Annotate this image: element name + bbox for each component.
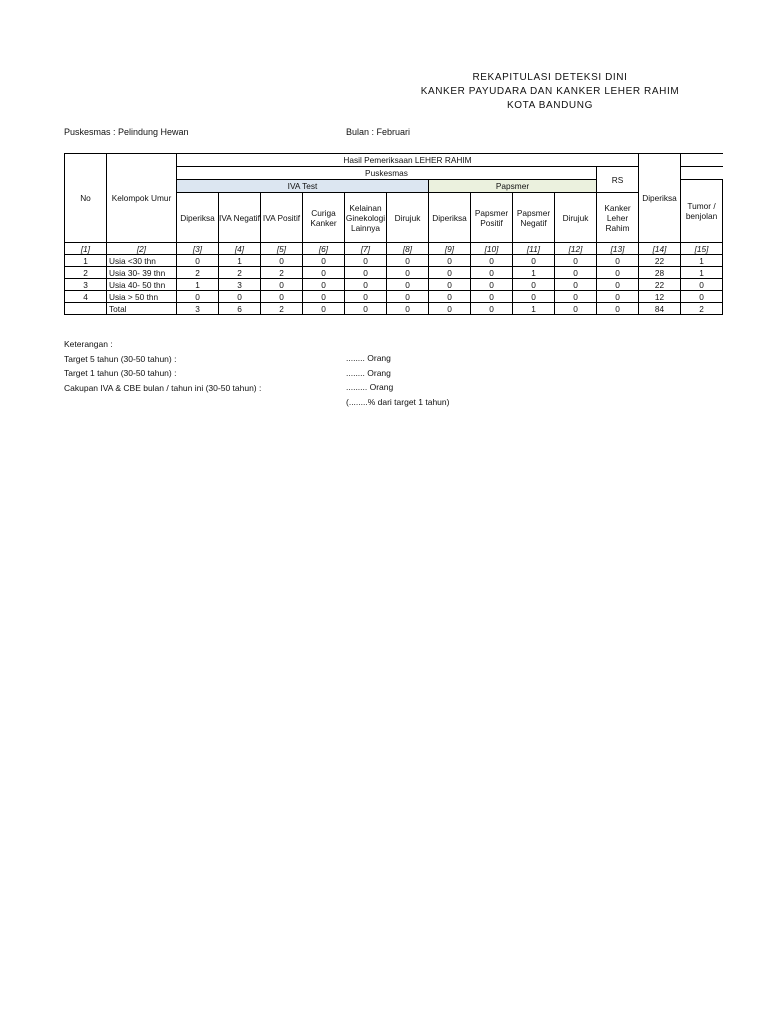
value-cell: 0 <box>387 279 429 291</box>
value-cell: 0 <box>555 267 597 279</box>
value-cell: 0 <box>471 303 513 315</box>
value-cell: 0 <box>597 279 639 291</box>
value-cell: 3 <box>177 303 219 315</box>
value-cell: 1 <box>219 255 261 267</box>
value-cell: 0 <box>345 267 387 279</box>
value-cell: 2 <box>219 267 261 279</box>
target1-label: Target 1 tahun (30-50 tahun) : <box>64 368 177 378</box>
value-cell: 0 <box>345 255 387 267</box>
value-cell: 0 <box>513 255 555 267</box>
sub-dirujuk-pap: Dirujuk <box>555 193 597 243</box>
value-cell: 3 <box>65 279 107 291</box>
index-cell: [15] <box>681 243 723 255</box>
kelompok-cell: Usia <30 thn <box>107 255 177 267</box>
cakupan-value: ......... Orang <box>346 382 394 392</box>
target5-label: Target 5 tahun (30-50 tahun) : <box>64 353 177 364</box>
value-cell: 0 <box>177 255 219 267</box>
value-cell: 1 <box>65 255 107 267</box>
value-cell: 0 <box>303 267 345 279</box>
index-cell: [7] <box>345 243 387 255</box>
value-cell: 0 <box>303 279 345 291</box>
table-row <box>65 255 723 267</box>
persen-value: (........% dari target 1 tahun) <box>346 396 450 407</box>
value-cell: 6 <box>219 303 261 315</box>
index-cell: [4] <box>219 243 261 255</box>
value-cell: 0 <box>387 267 429 279</box>
value-cell: 0 <box>345 291 387 303</box>
header-hasil-pemeriksaan: Hasil Pemeriksaan LEHER RAHIM <box>177 154 639 167</box>
value-cell: 22 <box>639 255 681 267</box>
value-cell: 0 <box>387 291 429 303</box>
kelompok-cell: Usia > 50 thn <box>107 291 177 303</box>
report-title-line3: KOTA BANDUNG <box>507 100 593 111</box>
sub-dirujuk: Dirujuk <box>387 193 429 243</box>
value-cell: 2 <box>261 303 303 315</box>
index-cell: [9] <box>429 243 471 255</box>
value-cell: 0 <box>345 279 387 291</box>
target1-value: ........ Orang <box>346 367 391 378</box>
value-cell: 3 <box>219 279 261 291</box>
header-blank-mid <box>681 167 723 180</box>
value-cell: 0 <box>177 291 219 303</box>
value-cell: 0 <box>261 255 303 267</box>
value-cell: 0 <box>387 255 429 267</box>
table-row <box>65 279 723 291</box>
report-title-line1: REKAPITULASI DETEKSI DINI <box>472 72 628 83</box>
sub-iva-negatif: IVA Negatif <box>219 193 261 243</box>
sub-papsmer-positif: Papsmer Positif <box>471 193 513 243</box>
value-cell: 0 <box>597 255 639 267</box>
recap-table <box>64 153 723 315</box>
sub-kelainan: Kelainan Ginekologi Lainnya <box>345 193 387 243</box>
value-cell: 0 <box>261 279 303 291</box>
sub-diperiksa: Diperiksa <box>177 193 219 243</box>
header-puskesmas: Puskesmas <box>177 167 597 180</box>
notes-left <box>64 337 261 395</box>
sub-curiga-kanker: Curiga Kanker <box>303 193 345 243</box>
header-iva-test: IVA Test <box>177 180 429 193</box>
value-cell: 22 <box>639 279 681 291</box>
value-cell: 0 <box>429 291 471 303</box>
value-cell: 2 <box>65 267 107 279</box>
notes-right <box>346 351 449 409</box>
index-cell: [10] <box>471 243 513 255</box>
value-cell: 0 <box>513 279 555 291</box>
value-cell: 2 <box>681 303 723 315</box>
index-cell: [13] <box>597 243 639 255</box>
value-cell: 0 <box>429 255 471 267</box>
header-kelompok-umur: Kelompok Umur <box>107 154 177 243</box>
kelompok-cell: Usia 30- 39 thn <box>107 267 177 279</box>
bulan-label: Bulan : Februari <box>346 127 411 137</box>
target5-value: ........ Orang <box>346 353 391 363</box>
value-cell: 0 <box>219 291 261 303</box>
value-cell: 84 <box>639 303 681 315</box>
header-papsmer: Papsmer <box>429 180 597 193</box>
total-row <box>65 303 723 315</box>
index-cell: [6] <box>303 243 345 255</box>
value-cell: 0 <box>681 279 723 291</box>
value-cell: 0 <box>597 291 639 303</box>
value-cell: 0 <box>471 291 513 303</box>
value-cell: 0 <box>513 291 555 303</box>
value-cell: 0 <box>555 303 597 315</box>
value-cell: 0 <box>681 291 723 303</box>
value-cell: 0 <box>303 255 345 267</box>
value-cell: 0 <box>471 267 513 279</box>
index-cell: [8] <box>387 243 429 255</box>
value-cell: 0 <box>555 291 597 303</box>
keterangan-label: Keterangan : <box>64 339 113 349</box>
index-cell: [5] <box>261 243 303 255</box>
index-cell: [14] <box>639 243 681 255</box>
value-cell: 0 <box>471 279 513 291</box>
value-cell: 0 <box>429 267 471 279</box>
index-cell: [11] <box>513 243 555 255</box>
index-cell: [2] <box>107 243 177 255</box>
table-row <box>65 267 723 279</box>
header-diperiksa-14: Diperiksa <box>639 154 681 243</box>
header-tumor: Tumor / benjolan <box>681 180 723 243</box>
value-cell: 0 <box>597 303 639 315</box>
report-title-line2: KANKER PAYUDARA DAN KANKER LEHER RAHIM <box>420 86 680 97</box>
index-cell: [12] <box>555 243 597 255</box>
sub-iva-positif: IVA Positif <box>261 193 303 243</box>
value-cell: 2 <box>261 267 303 279</box>
value-cell: 0 <box>303 303 345 315</box>
cakupan-label: Cakupan IVA & CBE bulan / tahun ini (30-50 tahun) : <box>64 382 262 393</box>
value-cell: 0 <box>303 291 345 303</box>
value-cell: 4 <box>65 291 107 303</box>
value-cell <box>65 303 107 315</box>
kelompok-cell: Total <box>107 303 177 315</box>
table-row <box>65 291 723 303</box>
puskesmas-label: Puskesmas : Pelindung Hewan <box>64 127 189 137</box>
sub-kanker-leher-rahim: Kanker Leher Rahim <box>597 193 639 243</box>
header-blank-top <box>681 154 723 167</box>
value-cell: 2 <box>177 267 219 279</box>
value-cell: 0 <box>429 303 471 315</box>
value-cell: 12 <box>639 291 681 303</box>
value-cell: 1 <box>681 255 723 267</box>
index-row <box>65 243 723 255</box>
sub-papsmer-negatif: Papsmer Negatif <box>513 193 555 243</box>
value-cell: 0 <box>555 255 597 267</box>
header-rs: RS <box>597 167 639 193</box>
index-cell: [3] <box>177 243 219 255</box>
index-cell: [1] <box>65 243 107 255</box>
value-cell: 0 <box>471 255 513 267</box>
value-cell: 0 <box>261 291 303 303</box>
kelompok-cell: Usia 40- 50 thn <box>107 279 177 291</box>
value-cell: 28 <box>639 267 681 279</box>
value-cell: 0 <box>597 267 639 279</box>
header-no: No <box>65 154 107 243</box>
value-cell: 0 <box>555 279 597 291</box>
value-cell: 1 <box>513 267 555 279</box>
value-cell: 0 <box>387 303 429 315</box>
value-cell: 1 <box>513 303 555 315</box>
value-cell: 0 <box>345 303 387 315</box>
value-cell: 1 <box>681 267 723 279</box>
sub-diperiksa-pap: Diperiksa <box>429 193 471 243</box>
value-cell: 0 <box>429 279 471 291</box>
value-cell: 1 <box>177 279 219 291</box>
